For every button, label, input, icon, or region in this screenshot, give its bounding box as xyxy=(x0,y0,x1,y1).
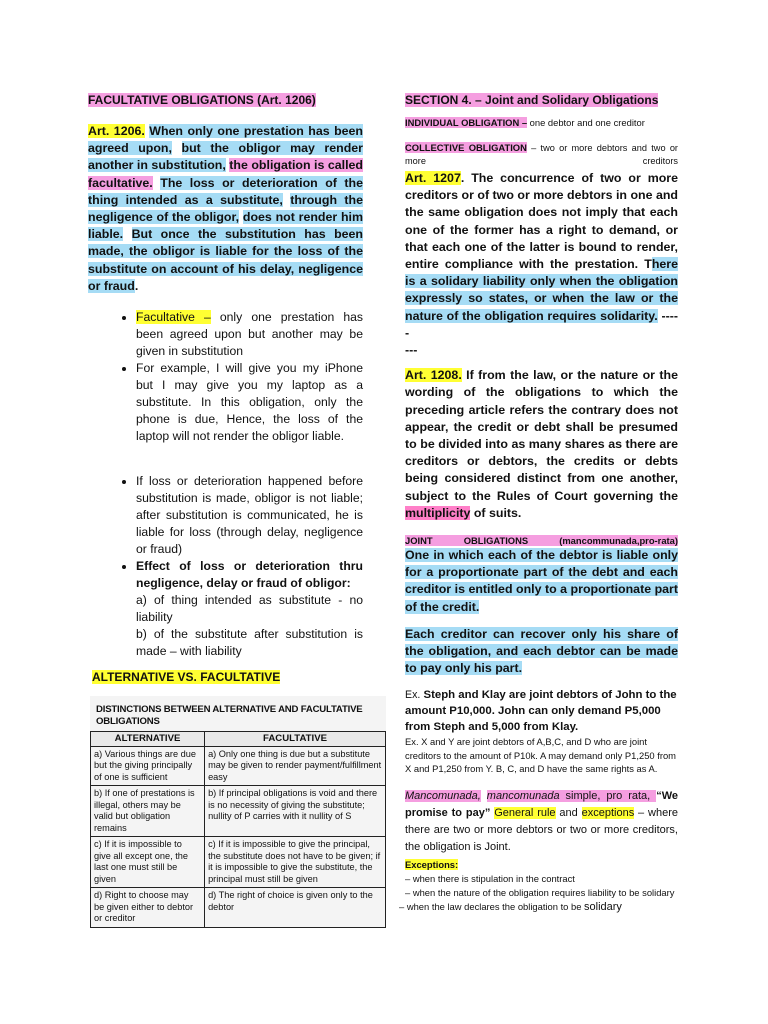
article-1208 xyxy=(405,367,678,522)
art-1206-text-3: the obligation is called facultative. xyxy=(88,158,363,190)
section-4-heading xyxy=(405,92,678,109)
art-1206-text-4: The loss or deterioration of the thing intended as a substitute, xyxy=(88,175,363,207)
art-1208-text: If from the law, or the nature or the wording of the obligations to which the preceding article refers the contrary does not appear, the credit or debt shall be presumed to be divided into as many shares as there are creditors or debtors, the credits or debts being considered distinct from one another, subject to the Rules of Court governing the xyxy=(405,368,678,503)
table-header-alternative: ALTERNATIVE xyxy=(91,732,205,747)
table-cell: d) The right of choice is given only to the debtor xyxy=(205,888,386,928)
article-1207 xyxy=(405,170,678,359)
manco-term-2: mancomunada xyxy=(486,789,560,802)
alt-vs-fac-heading xyxy=(88,670,363,684)
table-cell: a) Various things are due but the giving principally of one is sufficient xyxy=(91,746,205,786)
art-1206-text-1: When only one prestation has been agreed upon, xyxy=(88,124,363,156)
table-cell: a) Only one thing is due but a substitute may be given to render payment/fulfillment easy xyxy=(205,746,386,786)
table-row xyxy=(91,888,386,928)
table-cell: b) If one of prestations is illegal, others may be valid but obligation remains xyxy=(91,786,205,837)
manco-rule-text: – where there are two or more debtors or two or more creditors, the obligation is Joint. xyxy=(405,806,678,853)
example-2-text: Ex. X and Y are joint debtors of A,B,C, and D who are joint creditors to the amount of P10k. A may demand only P1,250 from X and P1,250 from Y. B, C, and D have the same rights as A. xyxy=(405,736,676,775)
art-1207-label: Art. 1207 xyxy=(405,171,461,185)
bullet-example xyxy=(136,360,363,445)
exception-3-word: solidary xyxy=(584,900,622,913)
table-caption: DISTINCTIONS BETWEEN ALTERNATIVE AND FACULTATIVE OBLIGATIONS xyxy=(90,696,386,731)
alt-vs-fac-heading-text: ALTERNATIVE VS. FACULTATIVE xyxy=(92,670,281,685)
table-cell: c) If it is impossible to give the principal, the substitute does not have to be given; if it is impossible to give the substitute, the principal must still be given xyxy=(205,837,386,888)
art-1207-highlight: here is a solidary liability only when the obligation expressly so states, or when the law or the nature of the obligation requires solidarity. xyxy=(405,257,678,323)
collective-obligation xyxy=(405,141,678,168)
exception-3: – when the law declares the obligation to be xyxy=(399,900,585,912)
art-1206-text-8: . xyxy=(134,278,139,293)
art-1206-text-6: does not render him liable. xyxy=(88,210,363,242)
exceptions-heading: Exceptions: xyxy=(405,858,459,870)
art-1207-text: . The concurrence of two or more creditors or of two or more debtors in one and the same obligation does not imply that each one of the former has a right to demand, or that each one of the latter is bound to render, entire compliance with the prestation. T xyxy=(405,171,678,272)
bullet-facultative-label: Facultative – xyxy=(136,310,211,325)
section-4-heading-text: SECTION 4. – Joint and Solidary Obligations xyxy=(405,93,659,107)
right-column xyxy=(399,92,678,914)
table-cell: c) If it is impossible to give all except one, the last one must still be given xyxy=(91,837,205,888)
bullet-loss xyxy=(136,473,363,558)
individual-text: one debtor and one creditor xyxy=(527,117,645,128)
art-1206-text-7: But once the substitution has been made, the obligor is liable for the loss of the substitute on account of his delay, negligence or fraud xyxy=(88,227,363,293)
general-rule-label: General rule xyxy=(494,806,556,819)
bullet-effect-a: a) of thing intended as substitute - no liability xyxy=(136,593,363,625)
facultative-heading-text: FACULTATIVE OBLIGATIONS (Art. 1206) xyxy=(88,93,316,107)
bullet-effect-text: Effect of loss or deterioration thru negligence, delay or fraud of obligor: xyxy=(136,559,363,591)
exception-2: – when the nature of the obligation requires liability to be solidary xyxy=(405,886,675,898)
joint-recover xyxy=(405,626,678,678)
example-1-text: Steph and Klay are joint debtors of John to the amount P10,000. John can only demand P5,000 from Steph and 5,000 from Klay. xyxy=(405,689,677,734)
art-1206-label: Art. 1206. xyxy=(88,124,145,138)
joint-obligations-heading xyxy=(405,534,678,547)
facultative-heading xyxy=(88,92,363,109)
example-1-label: Ex. xyxy=(405,689,421,702)
manco-quote: “We promise to pay” xyxy=(405,789,678,819)
article-1206 xyxy=(88,123,363,295)
mancomunada-paragraph xyxy=(405,788,678,856)
table-row xyxy=(91,746,386,786)
joint-recover-text: Each creditor can recover only his share of the obligation, and each debtor can be made to pay only his part. xyxy=(405,626,678,676)
bullet-facultative xyxy=(136,309,363,360)
bullet-example-text: For example, I will give you my iPhone but I may give you my laptop as a substitute. In this obligation, only the phone is due, Hence, the loss of the laptop will not render the obligor liable. xyxy=(136,361,363,444)
art-1208-highlight: multiplicity xyxy=(405,505,471,520)
table-cell: b) If principal obligations is void and there is no necessity of giving the substitute; nullity of P carries with it nullity of S xyxy=(205,786,386,837)
bullet-effect-b: b) of the substitute after substitution is made – with liability xyxy=(136,627,363,659)
example-1 xyxy=(405,687,678,735)
facultative-bullets xyxy=(88,309,363,660)
manco-term-3: simple, pro rata, xyxy=(559,789,657,802)
art-1208-end: of suits. xyxy=(470,505,522,520)
bullet-loss-text: If loss or deterioration happened before substitution is made, obligor is not liable; after substitution is communicated, he is liable for loss (through delay, negligence or fraud) xyxy=(136,474,363,557)
art-1207-tail: ----- xyxy=(405,308,678,340)
art-1207-tail-2: --- xyxy=(405,343,418,358)
manco-and: and xyxy=(555,806,582,819)
exceptions-label: exceptions xyxy=(581,806,635,819)
joint-definition-text: One in which each of the debtor is liable only for a proportionate part of the debt and each creditor is entitled only to a proportionate part of the credit. xyxy=(405,548,678,614)
individual-obligation xyxy=(405,117,678,129)
art-1206-text-5: through the negligence of the obligor, xyxy=(88,192,363,225)
individual-label: INDIVIDUAL OBLIGATION – xyxy=(405,117,528,128)
art-1206-text-2: but the obligor may render another in substitution, xyxy=(88,141,364,173)
art-1208-label: Art. 1208. xyxy=(405,368,462,383)
table-cell: d) Right to choose may be given either to debtor or creditor xyxy=(91,888,205,928)
bullet-facultative-text: only one prestation has been agreed upon but another may be given in substitution xyxy=(136,310,363,359)
collective-text: – two or more debtors and two or more creditors xyxy=(405,143,678,166)
table-row xyxy=(91,786,386,837)
joint-heading-text: JOINT OBLIGATIONS (mancommunada,pro-rata) xyxy=(405,535,678,547)
bullet-effect xyxy=(136,558,363,660)
collective-label: COLLECTIVE OBLIGATION xyxy=(405,142,527,153)
table-header-facultative: FACULTATIVE xyxy=(205,732,386,747)
manco-term-1: Mancomunada, xyxy=(405,789,481,802)
example-2 xyxy=(405,735,678,776)
left-column xyxy=(88,92,382,928)
table-row xyxy=(91,837,386,888)
exceptions-list xyxy=(399,858,678,914)
joint-definition xyxy=(405,547,678,616)
exception-1: – when there is stipulation in the contract xyxy=(405,872,575,884)
distinctions-table xyxy=(90,696,386,928)
